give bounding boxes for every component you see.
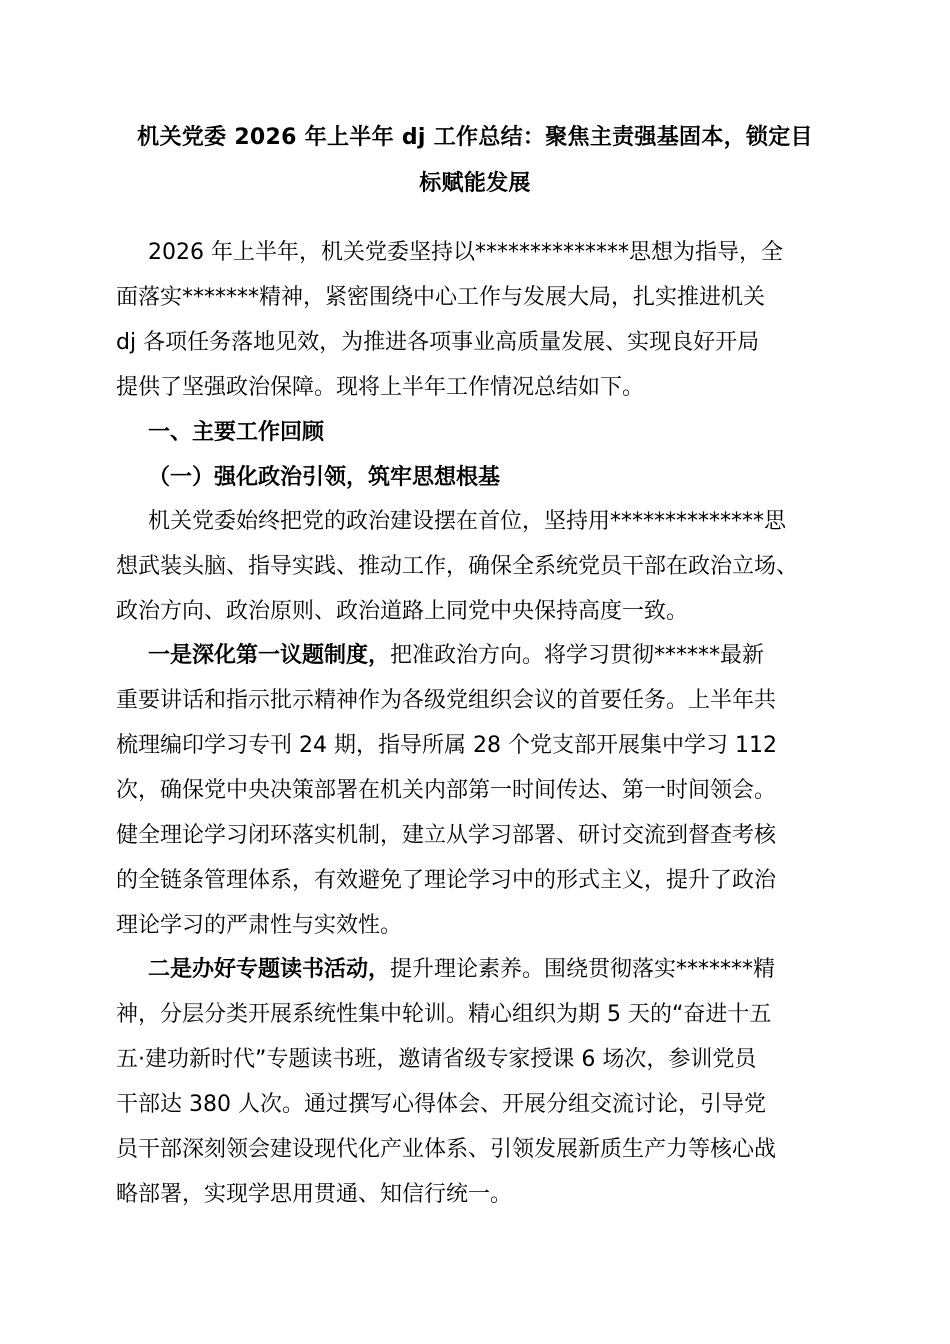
paragraph-line: 理论学习的严肃性与实效性。 — [116, 913, 403, 938]
point-two-paragraph — [116, 947, 846, 1217]
point-two-first-line: 提升理论素养。围绕贯彻落实*******精 — [390, 957, 776, 982]
paragraph-line — [116, 633, 846, 678]
paragraph-line — [116, 947, 846, 992]
section-heading: 一、主要工作回顾 — [148, 420, 325, 445]
title-line-2: 标赋能发展 — [419, 171, 531, 196]
point-one-lead: 一是深化第一议题制度， — [148, 643, 391, 668]
point-one-first-line: 把准政治方向。将学习贯彻******最新 — [390, 643, 765, 668]
intro-line: dj 各项任务落地见效，为推进各项事业高质量发展、实现良好开局 — [116, 330, 760, 355]
point-one-paragraph — [116, 633, 846, 948]
paragraph-line: 想武装头脑、指导实践、推动工作，确保全系统党员干部在政治立场、 — [116, 554, 799, 579]
paragraph-line: 的全链条管理体系，有效避免了理论学习中的形式主义，提升了政治 — [116, 868, 777, 893]
subsection-heading: （一）强化政治引领，筑牢思想根基 — [148, 465, 501, 490]
point-two-lead: 二是办好专题读书活动， — [148, 957, 391, 982]
paragraph-line: 次，确保党中央决策部署在机关内部第一时间传达、第一时间领会。 — [116, 778, 777, 803]
paragraph-line: 重要讲话和指示批示精神作为各级党组织会议的首要任务。上半年共 — [116, 688, 777, 713]
paragraph-line: 健全理论学习闭环落实机制，建立从学习部署、研讨交流到督查考核 — [116, 823, 777, 848]
paragraph-line: 神，分层分类开展系统性集中轮训。精心组织为期 5 天的“奋进十五 — [116, 1002, 772, 1027]
subsection-paragraph — [116, 499, 846, 634]
intro-line: 2026 年上半年，机关党委坚持以**************思想为指导，全 — [148, 240, 783, 265]
document-title — [110, 115, 840, 207]
paragraph-line: 五·建功新时代”专题读书班，邀请省级专家授课 6 场次，参训党员 — [116, 1047, 757, 1072]
intro-line: 面落实*******精神，紧密围绕中心工作与发展大局，扎实推进机关 — [116, 285, 766, 310]
paragraph-line: 梳理编印学习专刊 24 期，指导所属 28 个党支部开展集中学习 112 — [116, 733, 777, 758]
paragraph-line: 政治方向、政治原则、政治道路上同党中央保持高度一致。 — [116, 599, 689, 624]
paragraph-line: 略部署，实现学思用贯通、知信行统一。 — [116, 1182, 513, 1207]
title-line-1: 机关党委 2026 年上半年 dj 工作总结：聚焦主责强基固本，锁定目 — [137, 125, 813, 150]
paragraph-line: 员干部深刻领会建设现代化产业体系、引领发展新质生产力等核心战 — [116, 1137, 777, 1162]
intro-paragraph — [116, 230, 846, 410]
paragraph-line: 机关党委始终把党的政治建设摆在首位，坚持用**************思 — [148, 509, 787, 534]
paragraph-line: 干部达 380 人次。通过撰写心得体会、开展分组交流讨论，引导党 — [116, 1092, 766, 1117]
intro-line: 提供了坚强政治保障。现将上半年工作情况总结如下。 — [116, 375, 645, 400]
